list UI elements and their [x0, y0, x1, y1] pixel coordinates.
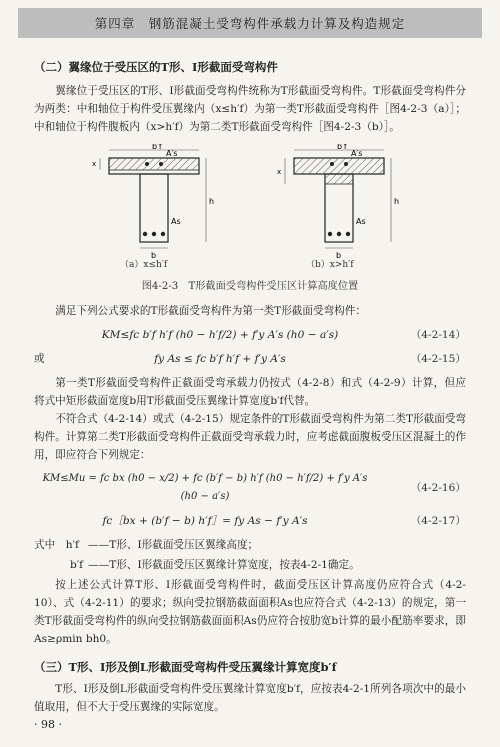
equation-4-2-16	[34, 470, 466, 506]
equation-4-2-17	[34, 512, 466, 530]
paragraph-6: T形、I形及倒L形截面受弯构件受压翼缘计算宽度b′f，应按表4-2-1所列各项次中的最小值取用，但不大于受压翼缘的实际宽度。	[34, 683, 466, 713]
definition-text: ——T形、I形截面受压区翼缘高度；	[88, 539, 259, 551]
header-title: 第四章 钢筋混凝土受弯构件承载力计算及构造规定	[94, 16, 406, 31]
label-bf-a: b′f	[152, 144, 162, 151]
label-b-b: b	[336, 251, 342, 260]
paragraph-4: 不符合式（4-2-14）或式（4-2-15）规定条件的T形截面受弯构件为第二类T形截面受弯构件。计算第二类T形截面受弯构件正截面受弯承载力时，应考虑截面腹板受压区混凝土的作用，即应符合下列规定：	[34, 413, 466, 461]
equation-body: KM≤fc b′f h′f (h0 − h′f/2) + f′y A′s (h0 − a′s)	[101, 329, 339, 341]
label-h-b: h	[394, 197, 400, 206]
label-x-b: x	[277, 168, 282, 176]
definition-term: b′f	[70, 559, 84, 571]
equation-body: fc［bx + (b′f − b) h′f］= fy As − f′y A′s	[102, 515, 308, 527]
equation-number: （4-2-15）	[410, 353, 466, 365]
equation-number: （4-2-16）	[410, 482, 466, 494]
paragraph-2: 满足下列公式要求的T形截面受弯构件为第一类T形截面受弯构件：	[55, 305, 366, 317]
figure-subcaption-a: （a）x≤h′f	[120, 260, 168, 270]
paragraph-3: 第一类T形截面受弯构件正截面受弯承载力仍按式（4-2-8）和式（4-2-9）计算，但应将式中矩形截面宽度b用T形截面受压翼缘计算宽度b′f代替。	[34, 377, 466, 407]
label-asp-a: A′s	[166, 149, 178, 158]
equation-body: KM≤Mu = fc bx (h0 − x/2) + fc (b′f − b) h′f (h0 − h′f/2) + f′y A′s (h0 − a′s)	[42, 473, 368, 502]
definition-hf	[34, 536, 466, 554]
section-b	[285, 150, 391, 248]
paragraph-1: 翼缘位于受压区的T形、I形截面受弯构件统称为T形截面受弯构件。T形截面受弯构件分为两类：中和轴位于构件受压翼缘内（x≤h′f）为第一类T形截面受弯构件［图4-2-3（a）］；中和轴位于构件腹板内（x>h′f）为第二类T形截面受弯构件［图4-2-3（b）］。	[34, 85, 466, 133]
label-b-a: b	[151, 251, 157, 260]
figure-t-sections	[34, 144, 466, 274]
equation-lead: 或	[34, 353, 45, 365]
equation-body: fy As ≤ fc b′f h′f + f′y A′s	[154, 353, 286, 365]
paragraph-5: 按上述公式计算T形、I形截面受弯构件时，截面受压区计算高度仍应符合式（4-2-10）、式（4-2-11）的要求；纵向受拉钢筋截面面积As也应符合式（4-2-13）的规定，第一类T形截面受弯构件的纵向受拉钢筋截面面积As仍应符合按肋宽b计算的最小配筋率要求，即As≥ρmin bh0。	[34, 579, 466, 645]
section-heading-3: （三）T形、I形及倒L形截面受弯构件受压翼缘计算宽度b′f	[34, 660, 337, 674]
label-as-a: As	[171, 217, 181, 226]
definition-text: ——T形、I形截面受压区翼缘计算宽度，按表4-2-1确定。	[88, 559, 360, 571]
label-as-b: As	[356, 217, 366, 226]
section-heading-2: （二）翼缘位于受压区的T形、I形截面受弯构件	[34, 60, 278, 74]
label-bf-b: b′f	[337, 144, 347, 151]
equation-4-2-15	[34, 350, 466, 368]
label-h-a: h	[209, 197, 215, 206]
section-a	[100, 150, 206, 248]
equation-number: （4-2-17）	[410, 515, 466, 527]
equation-4-2-14	[34, 326, 466, 344]
page-number: · 98 ·	[34, 718, 62, 731]
definition-bf	[34, 556, 466, 574]
figure-caption: 图4-2-3 T形截面受弯构件受压区计算高度位置	[141, 281, 359, 292]
figure-subcaption-b: （b）x>h′f	[306, 260, 354, 270]
label-x-a: x	[92, 160, 97, 168]
definition-term: 式中 h′f	[34, 539, 79, 551]
figure-svg	[34, 144, 466, 270]
page-body	[34, 58, 466, 716]
running-header	[18, 8, 482, 38]
label-asp-b: A′s	[351, 149, 363, 158]
equation-number: （4-2-14）	[410, 329, 466, 341]
